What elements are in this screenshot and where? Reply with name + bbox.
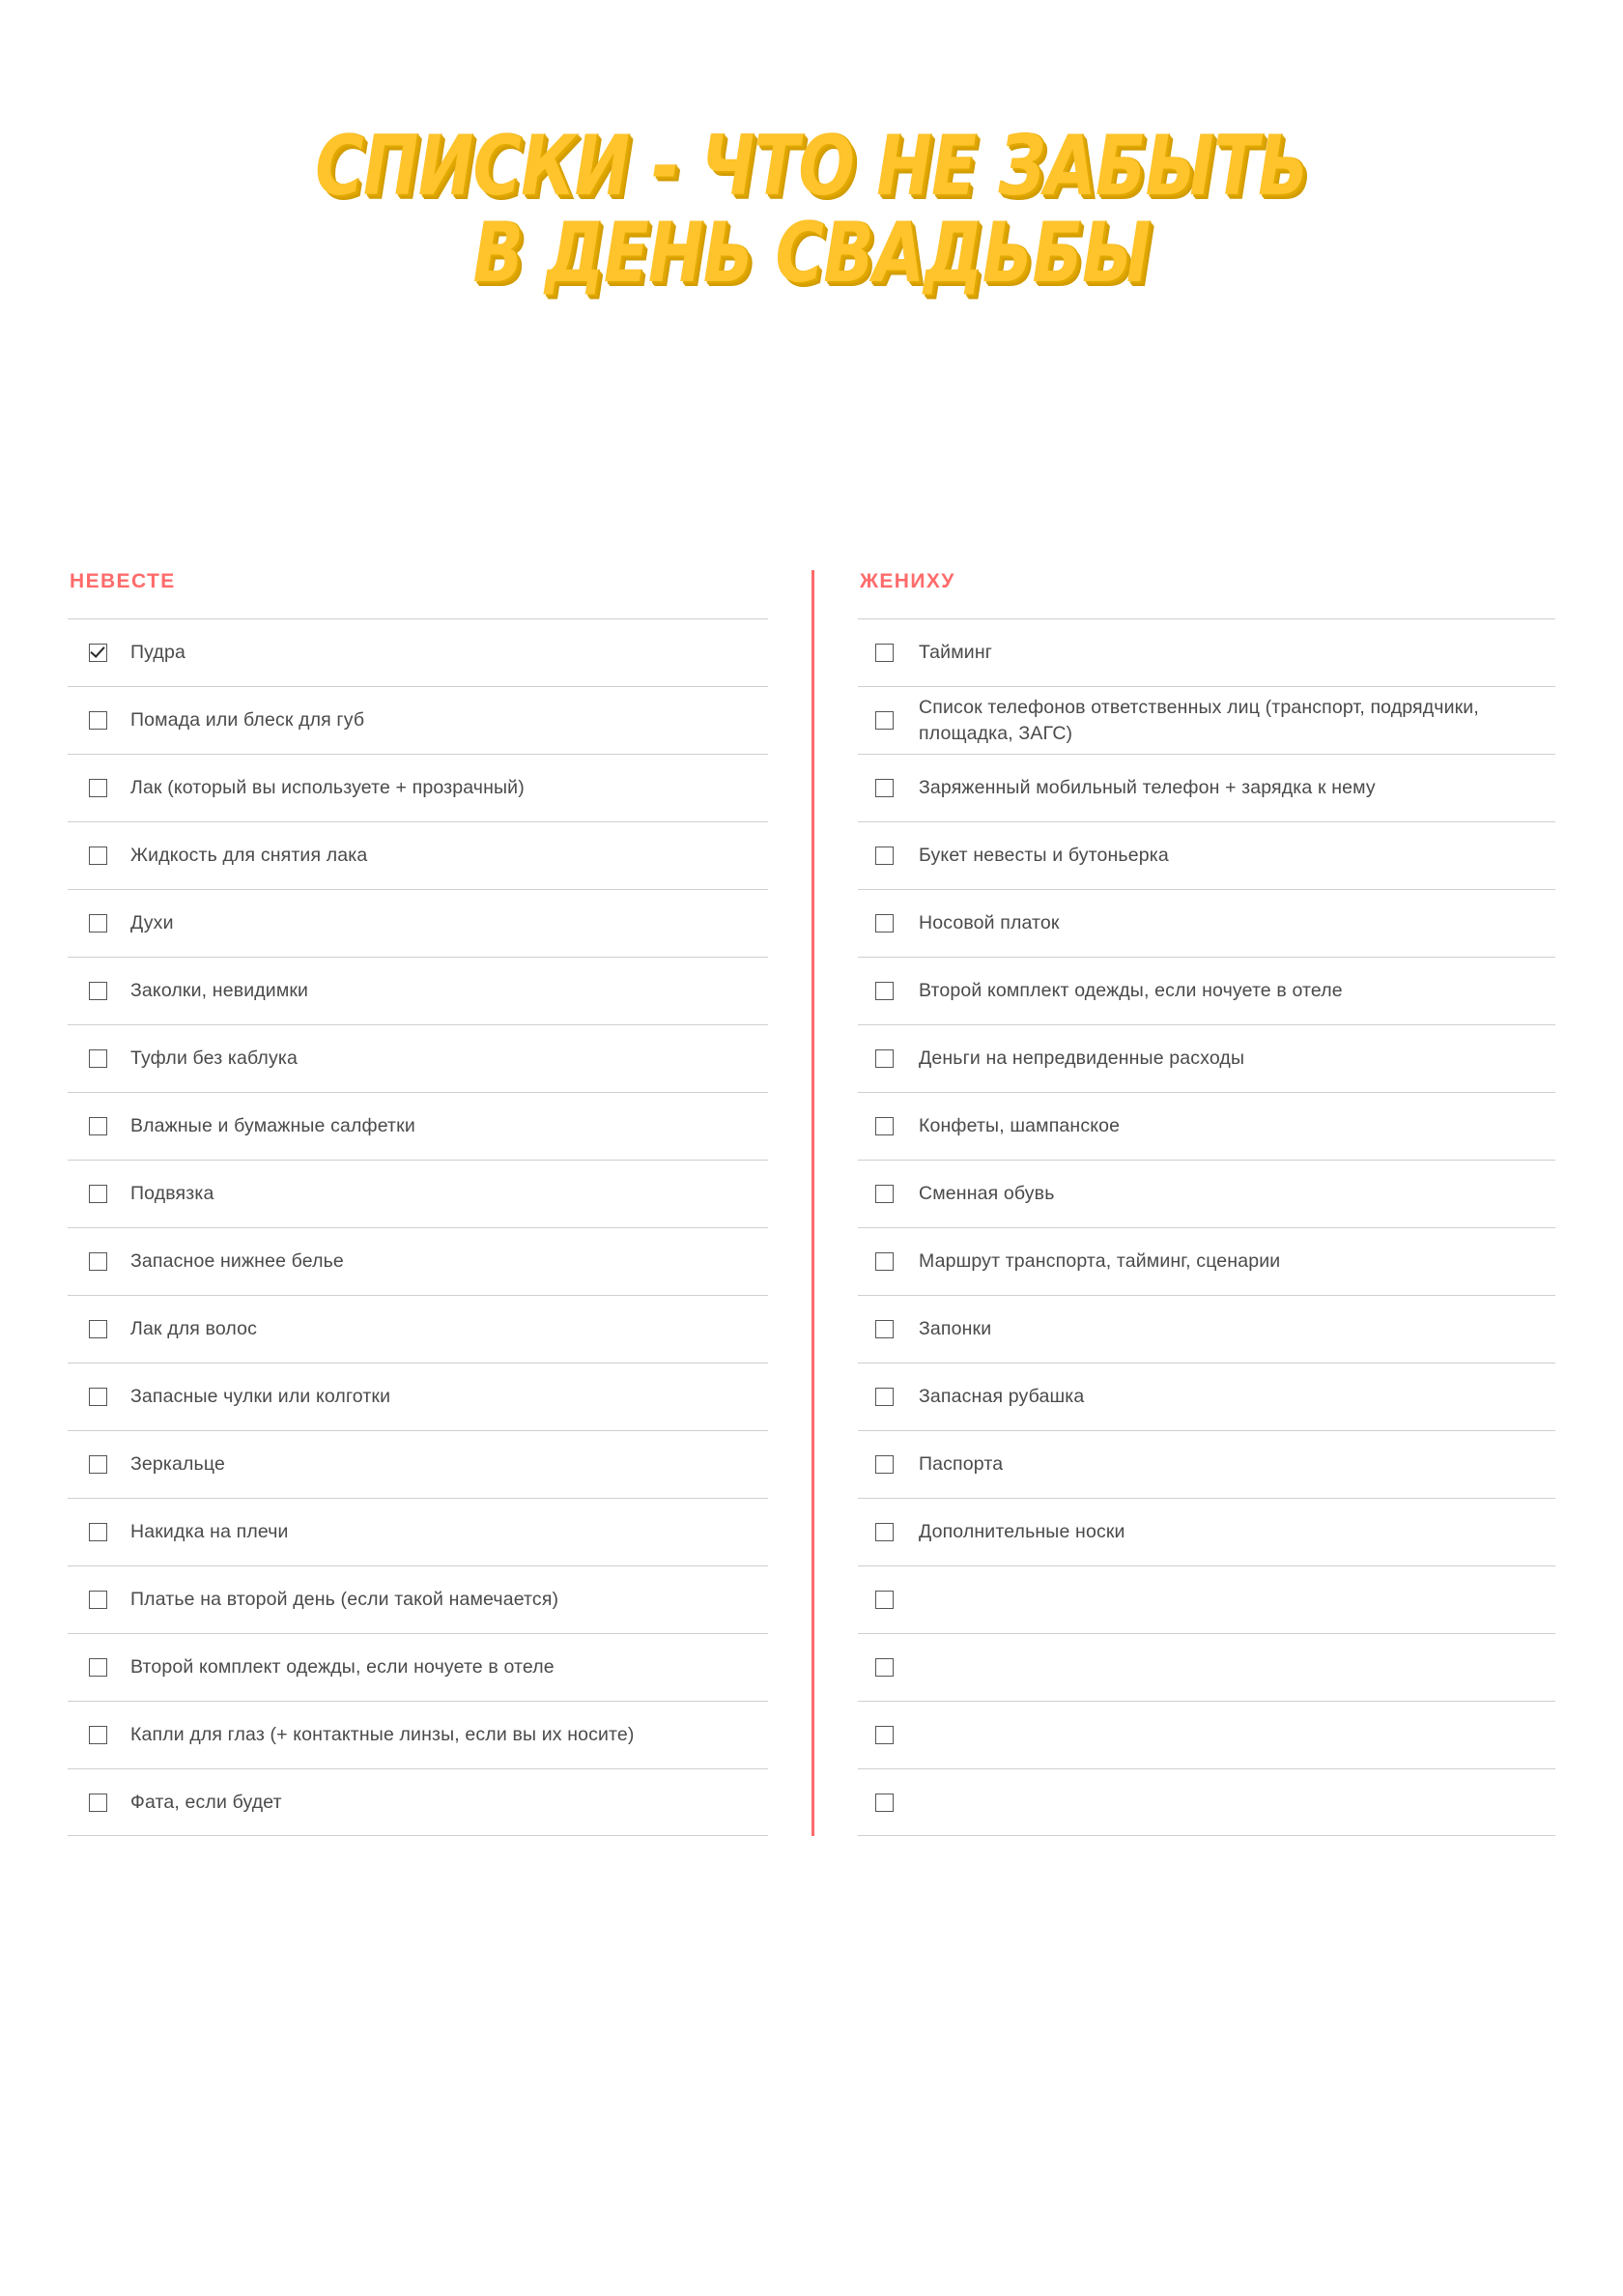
checklist-row[interactable]	[858, 1227, 1555, 1295]
checkbox-icon[interactable]	[89, 1185, 107, 1203]
checkbox-icon[interactable]	[89, 1049, 107, 1068]
checkbox-icon[interactable]	[89, 914, 107, 933]
checklist-item-label: Дополнительные носки	[919, 1521, 1125, 1543]
checkbox-icon[interactable]	[89, 982, 107, 1000]
checkbox-icon[interactable]	[875, 914, 894, 933]
checklist-row[interactable]	[858, 1633, 1555, 1701]
checklist-item-label: Капли для глаз (+ контактные линзы, если вы их носите)	[130, 1724, 635, 1746]
checkbox-icon[interactable]	[89, 1455, 107, 1474]
checklist-item-label: Тайминг	[919, 642, 993, 664]
checkbox-icon[interactable]	[875, 1523, 894, 1541]
checkbox-icon[interactable]	[89, 779, 107, 797]
checklist-row[interactable]	[858, 1430, 1555, 1498]
checklist-row[interactable]	[68, 1701, 768, 1768]
checkbox-icon[interactable]	[875, 1185, 894, 1203]
checklist-item-label: Маршрут транспорта, тайминг, сценарии	[919, 1250, 1281, 1273]
checkbox-icon[interactable]	[875, 847, 894, 865]
checklist-item-label: Запасное нижнее белье	[130, 1250, 344, 1273]
checkbox-icon[interactable]	[89, 711, 107, 730]
checkbox-icon[interactable]	[89, 1658, 107, 1677]
checklist-row[interactable]	[68, 1227, 768, 1295]
checklist-row[interactable]	[858, 889, 1555, 957]
checklist-item-label: Заряженный мобильный телефон + зарядка к нему	[919, 777, 1376, 799]
checkbox-icon[interactable]	[89, 1794, 107, 1812]
checkbox-icon[interactable]	[89, 1523, 107, 1541]
groom-column-heading: ЖЕНИХУ	[860, 570, 955, 592]
checklist-row[interactable]	[68, 1092, 768, 1160]
checklist-item-label: Букет невесты и бутоньерка	[919, 845, 1169, 867]
page-title-line-1: СПИСКИ - ЧТО НЕ ЗАБЫТЬ	[315, 118, 1308, 215]
checklist-row[interactable]	[858, 1701, 1555, 1768]
checklist-item-label: Лак для волос	[130, 1318, 258, 1340]
checkbox-icon[interactable]	[875, 1726, 894, 1744]
bride-column-heading: НЕВЕСТЕ	[70, 570, 176, 592]
checklist-item-label: Запонки	[919, 1318, 992, 1340]
checkbox-icon[interactable]	[875, 1117, 894, 1135]
checklist-item-label: Носовой платок	[919, 912, 1060, 934]
checklist-row[interactable]	[858, 957, 1555, 1024]
checklist-row[interactable]	[858, 1160, 1555, 1227]
checklist-item-label: Духи	[130, 912, 174, 934]
checklist-row[interactable]	[68, 1295, 768, 1363]
bride-column	[68, 570, 812, 1836]
checklist-row[interactable]	[858, 1363, 1555, 1430]
checklist-row[interactable]	[68, 1768, 768, 1836]
checklist-row[interactable]	[68, 957, 768, 1024]
checklist-item-label: Влажные и бумажные салфетки	[130, 1115, 415, 1137]
checkbox-icon[interactable]	[89, 1320, 107, 1338]
checklist-item-label: Подвязка	[130, 1183, 214, 1205]
checklist-row[interactable]	[68, 1024, 768, 1092]
checklist-row[interactable]	[68, 754, 768, 821]
checklist-row[interactable]	[858, 1768, 1555, 1836]
checkbox-icon[interactable]	[89, 1252, 107, 1271]
checklist-item-label: Заколки, невидимки	[130, 980, 309, 1002]
checkbox-icon[interactable]	[89, 1117, 107, 1135]
checkbox-icon[interactable]	[875, 1388, 894, 1406]
checkbox-icon[interactable]	[875, 711, 894, 730]
checkbox-checked-icon[interactable]	[89, 644, 107, 662]
checklist-item-label: Конфеты, шампанское	[919, 1115, 1121, 1137]
page-title	[0, 0, 1623, 302]
checkbox-icon[interactable]	[875, 1794, 894, 1812]
checklist-row[interactable]	[68, 1565, 768, 1633]
checkbox-icon[interactable]	[875, 982, 894, 1000]
checklist-item-label: Второй комплект одежды, если ночуете в отеле	[919, 980, 1343, 1002]
checkbox-icon[interactable]	[875, 1049, 894, 1068]
checklist-row[interactable]	[858, 1498, 1555, 1565]
checklist-item-label: Список телефонов ответственных лиц (транспорт, подрядчики, площадка, ЗАГС)	[919, 697, 1479, 744]
checklist-row[interactable]	[68, 1430, 768, 1498]
checklist-row[interactable]	[68, 686, 768, 754]
checkbox-icon[interactable]	[89, 1591, 107, 1609]
checklist-item-label: Запасные чулки или колготки	[130, 1386, 391, 1408]
checklist-row[interactable]	[858, 754, 1555, 821]
checklist-row[interactable]	[68, 821, 768, 889]
groom-item-list	[858, 618, 1555, 1836]
checklist-item-label: Накидка на плечи	[130, 1521, 289, 1543]
checklist-item-label: Жидкость для снятия лака	[130, 845, 368, 867]
checkbox-icon[interactable]	[875, 644, 894, 662]
page-title-line-2: В ДЕНЬ СВАДЬБЫ	[472, 205, 1151, 302]
checkbox-icon[interactable]	[875, 1455, 894, 1474]
checklist-row[interactable]	[858, 618, 1555, 686]
checklist-item-label: Фата, если будет	[130, 1791, 282, 1813]
checkbox-icon[interactable]	[89, 847, 107, 865]
checkbox-icon[interactable]	[89, 1388, 107, 1406]
checkbox-icon[interactable]	[875, 1658, 894, 1677]
checklist-item-label: Зеркальце	[130, 1453, 225, 1476]
checklist-columns	[68, 570, 1555, 1836]
checklist-row[interactable]	[68, 1363, 768, 1430]
groom-column	[812, 570, 1555, 1836]
checklist-item-label: Второй комплект одежды, если ночуете в отеле	[130, 1656, 555, 1679]
checkbox-icon[interactable]	[875, 779, 894, 797]
checklist-row[interactable]	[68, 1160, 768, 1227]
checkbox-icon[interactable]	[875, 1591, 894, 1609]
checklist-row[interactable]	[68, 1633, 768, 1701]
checkbox-icon[interactable]	[875, 1320, 894, 1338]
checklist-row[interactable]	[858, 686, 1555, 754]
checklist-item-label: Паспорта	[919, 1453, 1004, 1476]
checkbox-icon[interactable]	[875, 1252, 894, 1271]
bride-item-list	[68, 618, 768, 1836]
checklist-item-label: Туфли без каблука	[130, 1048, 298, 1070]
checklist-row[interactable]	[858, 1565, 1555, 1633]
checklist-row[interactable]	[68, 618, 768, 686]
checklist-row[interactable]	[858, 1024, 1555, 1092]
checklist-item-label: Помада или блеск для губ	[130, 709, 365, 732]
checklist-row[interactable]	[858, 1092, 1555, 1160]
checklist-item-label: Платье на второй день (если такой намечается)	[130, 1589, 559, 1611]
checklist-item-label: Лак (который вы используете + прозрачный)	[130, 777, 525, 799]
checklist-item-label: Деньги на непредвиденные расходы	[919, 1048, 1245, 1070]
checklist-row[interactable]	[68, 889, 768, 957]
checklist-row[interactable]	[858, 1295, 1555, 1363]
checklist-row[interactable]	[858, 821, 1555, 889]
checklist-row[interactable]	[68, 1498, 768, 1565]
checklist-item-label: Запасная рубашка	[919, 1386, 1085, 1408]
checklist-item-label: Пудра	[130, 642, 185, 664]
checkbox-icon[interactable]	[89, 1726, 107, 1744]
checklist-item-label: Сменная обувь	[919, 1183, 1055, 1205]
